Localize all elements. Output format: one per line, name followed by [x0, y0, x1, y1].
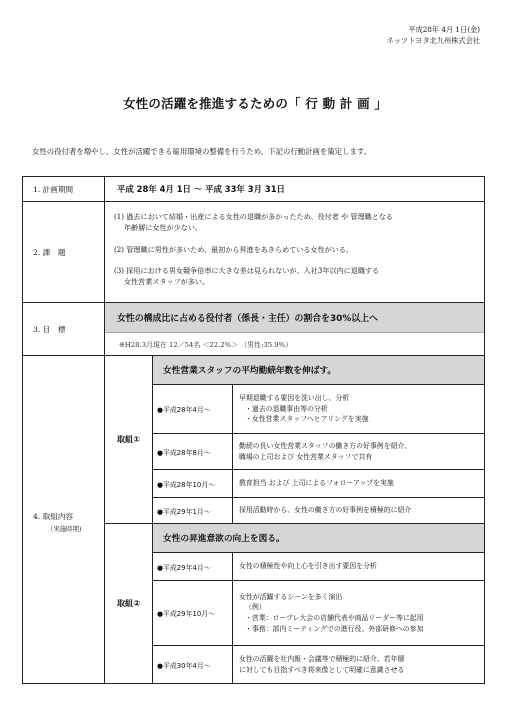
step-text: 教育担当 および 上司によるフォローアップを実施 — [239, 479, 394, 488]
step-text: ・過去の退職事由等の分析 — [245, 404, 328, 413]
issue-date: 平成28年 4月 1日(金) — [408, 25, 480, 34]
step-text: ・女性営業スタッフへヒアリングを実施 — [245, 415, 369, 424]
actions-label-cell — [23, 356, 105, 683]
goal-main-text: 女性の構成比に占める役付者（係長・主任）の割合を30%以上へ — [105, 303, 484, 333]
step-text: 早期退職する要因を洗い出し、分析 — [239, 394, 350, 403]
action-step — [153, 498, 484, 523]
action-plan-table — [22, 176, 485, 684]
step-timing: ●平成29年1月～ — [153, 498, 233, 523]
step-text: 女性の活躍を社内報・会議等で積極的に紹介、若年層 — [239, 654, 405, 663]
step-text: 職場の上司および 女性営業スタッフで共有 — [239, 452, 373, 461]
period-value: 平成 28年 4月 1日 〜 平成 33年 3月 31日 — [117, 184, 285, 194]
step-text: （例） — [245, 603, 266, 612]
step-text: に対しても目指すべき将来像として明確に意識させる — [239, 665, 405, 674]
step-timing: ●平成29年10月～ — [153, 581, 233, 645]
step-text: ・事務：部内ミーティングでの進行役、外部研修への参加 — [245, 624, 424, 633]
group-heading: 女性営業スタッフの平均勤続年数を伸ばす。 — [153, 356, 484, 385]
issue-text: (3) 採用における男女競争倍率に大きな差は見られないが、入社3年以内に退職する — [114, 265, 380, 275]
action-step — [153, 470, 484, 498]
issue-text-cont: 女性営業スタッフが多い。 — [124, 277, 210, 287]
period-label: 1. 計画期間 — [23, 177, 105, 201]
action-step — [153, 553, 484, 581]
action-group-1 — [105, 356, 484, 524]
issues-list — [105, 202, 484, 302]
step-text: 女性が活躍するシーンを多く演出 — [239, 592, 343, 601]
issue-item — [114, 244, 474, 255]
action-step — [153, 385, 484, 434]
step-text: ・営業：ロープレ大会の店舗代表や商品リーダー等に起用 — [245, 614, 424, 622]
step-timing: ●平成29年4月～ — [153, 553, 233, 580]
action-step — [153, 581, 484, 646]
actions-label: 4. 取組内容 — [33, 511, 74, 521]
goal-label: 3. 目 標 — [23, 303, 105, 355]
step-text: 採用活動時から、女性の働き方の好事例を積極的に紹介 — [239, 506, 412, 515]
step-timing: ●平成28年4月～ — [153, 385, 233, 433]
company-name: ネッツトヨタ北九州株式会社 — [386, 36, 480, 45]
group-label: 取組② — [105, 524, 153, 683]
step-timing: ●平成28年8月～ — [153, 434, 233, 469]
action-step — [153, 646, 484, 683]
document-header — [387, 24, 480, 46]
issue-text-cont: 年齢層に女性が少ない。 — [124, 223, 203, 233]
actions-sublabel: （実施時期) — [47, 524, 82, 533]
group-label: 取組① — [105, 356, 153, 523]
step-timing: ●平成28年10月～ — [153, 470, 233, 497]
issues-row — [23, 202, 484, 303]
goal-row — [23, 303, 484, 356]
action-groups — [105, 356, 484, 683]
step-timing: ●平成30年4月～ — [153, 646, 233, 683]
step-text: 女性の積極性や向上心を引き出す要因を分析 — [239, 562, 377, 571]
issue-item — [114, 211, 474, 234]
issue-item — [114, 265, 474, 288]
intro-text: 女性の役付者を増やし、女性が活躍できる雇用環境の整備を行うため、下記の行動計画を策定します。 — [32, 147, 372, 156]
goal-note: ※H28.3月現在 12／54名 ＜22.2%＞ （男性:35.9%） — [119, 341, 293, 349]
issue-text: (2) 管理職に男性が多いため、最初から昇進をあきらめている女性がいる。 — [114, 244, 354, 254]
issues-label: 2. 課 題 — [23, 202, 105, 302]
action-group-2 — [105, 524, 484, 683]
period-row — [23, 177, 484, 202]
document-title: 女性の活躍を推進するための「 行 動 計 画 」 — [122, 96, 388, 111]
group-heading: 女性の昇進意欲の向上を図る。 — [153, 524, 484, 553]
actions-row — [23, 356, 484, 683]
step-text: 勤続の長い女性営業スタッフの働き方の好事例を紹介、 — [239, 441, 412, 450]
issue-text: (1) 過去において結婚・出産による女性の退職が多かったため、役付者 や 管理職となる — [114, 212, 393, 221]
action-step — [153, 434, 484, 470]
